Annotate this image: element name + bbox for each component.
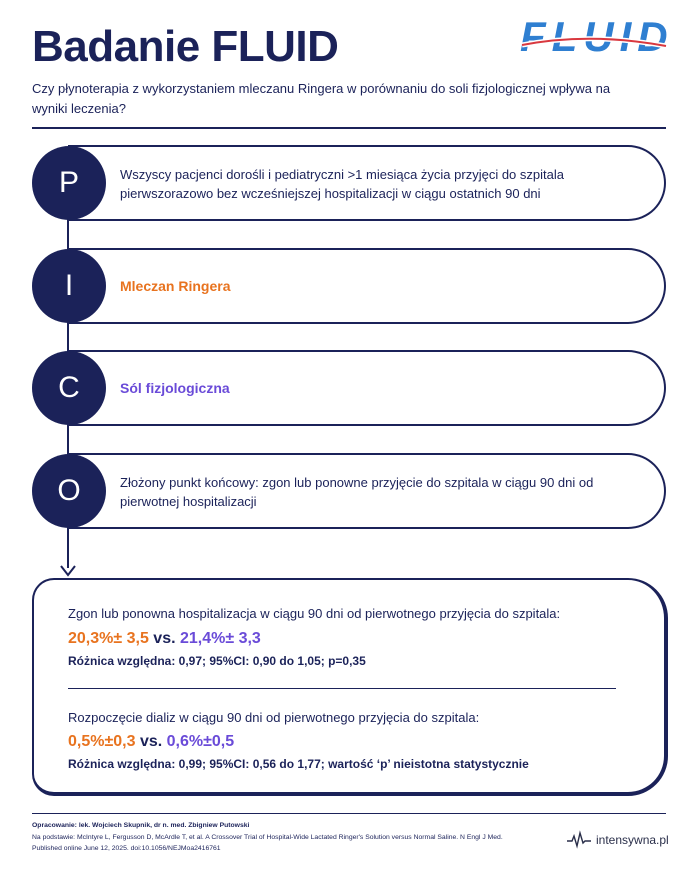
result-2-statistics: Różnica względna: 0,99; 95%CI: 0,56 do 1,77; wartość ‘p’ nieistotna statystycznie [68,757,529,771]
result-2-values [68,733,234,751]
pico-comparison-text: Sól fizjologiczna [120,380,230,396]
result-1-vs: vs. [148,630,180,647]
brand-name: intensywna.pl [596,833,669,847]
result-1-heading: Zgon lub ponowna hospitalizacja w ciągu 90 dni od pierwotnego przyjęcia do szpitala: [68,606,561,621]
footer-published: Published online June 12, 2025. doi:10.1056/NEJMoa2416761 [32,845,221,852]
arrow-down-icon [60,565,76,577]
result-1-values [68,630,261,648]
heartbeat-icon [566,830,592,850]
pico-intervention-text: Mleczan Ringera [120,278,231,294]
study-question: Czy płynoterapia z wykorzystaniem mleczanu Ringera w porównaniu do soli fizjologicznej wpływa na wyniki leczenia? [32,81,611,116]
pico-letter-badge: C [32,351,106,425]
logo-swoosh-icon [520,12,668,62]
footer-authors: Opracowanie: lek. Wojciech Skupnik, dr n. med. Zbigniew Putowski [32,822,250,829]
result-1-saline-value: 21,4%± 3,3 [179,630,261,647]
pico-letter-badge: P [32,146,106,220]
results-box [32,578,668,796]
result-2-heading: Rozpoczęcie dializ w ciągu 90 dni od pierwotnego przyjęcia do szpitala: [68,710,480,725]
pico-row-o [32,453,666,529]
top-divider [32,127,666,129]
results-divider [68,688,616,689]
result-1-statistics: Różnica względna: 0,97; 95%CI: 0,90 do 1,05; p=0,35 [68,654,366,668]
fluid-logo [520,12,674,62]
pico-letter-badge: O [32,454,106,528]
result-2-saline-value: 0,6%±0,5 [166,733,235,750]
pico-outcome-text: Złożony punkt końcowy: zgon lub ponowne przyjęcie do szpitala w ciągu 90 dni od pierwotnej hospitalizacji [120,475,594,509]
pico-letter-badge: I [32,249,106,323]
pico-row-p [32,145,666,221]
result-2-ringer-value: 0,5%±0,3 [68,733,136,750]
brand-mark [566,830,669,850]
logo-text: FLUID [520,13,674,60]
footer-source: Na podstawie: McIntyre L, Fergusson D, McArdle T, et al. A Crossover Trial of Hospital-Wide Lactated Ringer's Solution versus Normal Saline. N Engl J Med. [32,834,503,841]
page-title: Badanie FLUID [32,22,339,71]
result-1-ringer-value: 20,3%± 3,5 [68,630,149,647]
footer-divider [32,813,666,814]
pico-row-i [32,248,666,324]
pico-population-text: Wszyscy pacjenci dorośli i pediatryczni >1 miesiąca życia przyjęci do szpitala pierwszorazowo bez wcześniejszej hospitalizacji w ciągu ostatnich 90 dni [120,167,564,201]
pico-row-c [32,350,666,426]
result-2-vs: vs. [135,733,167,750]
